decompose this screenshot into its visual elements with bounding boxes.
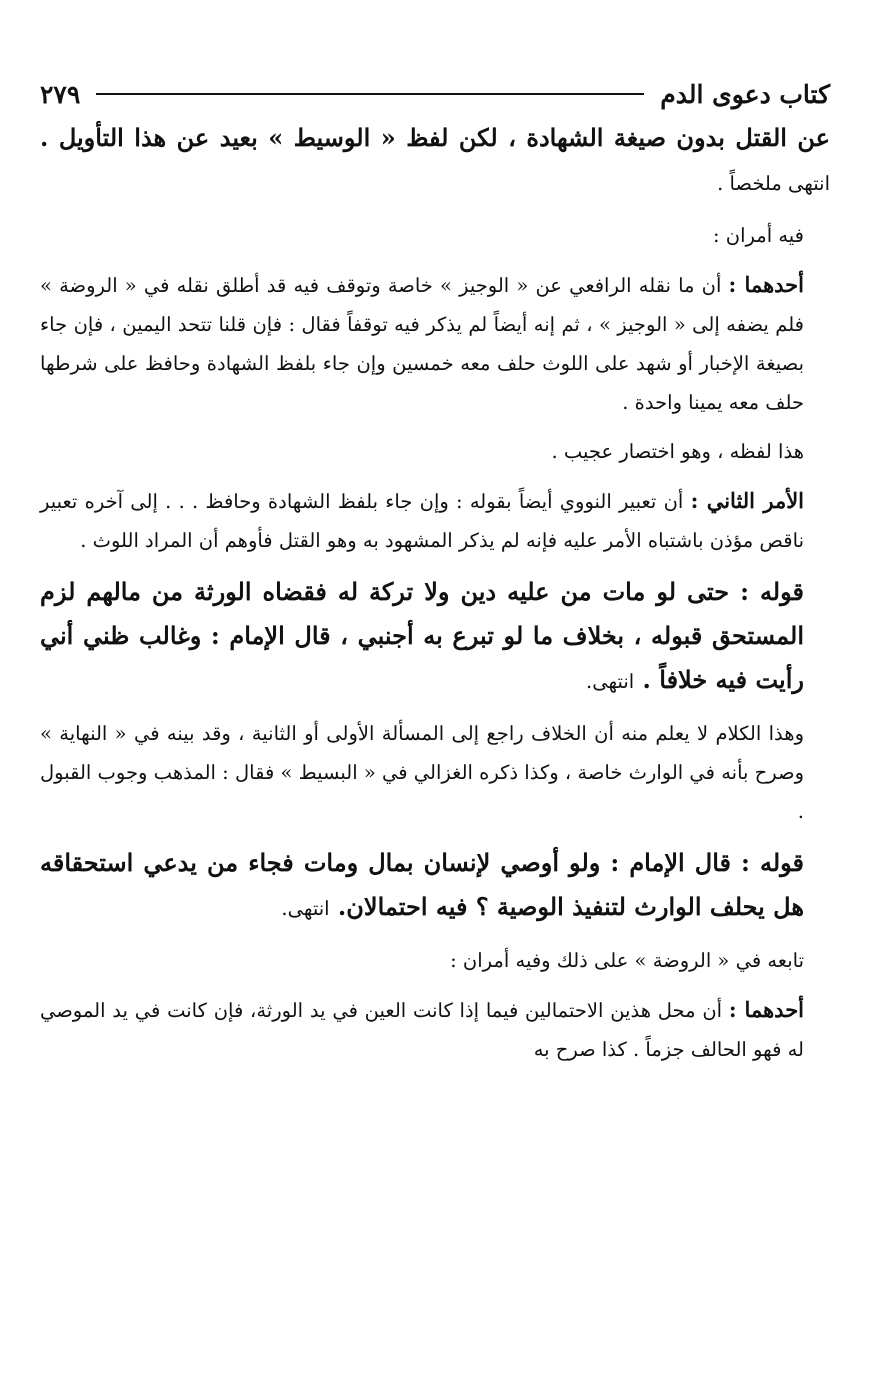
paragraph-9-text: تابعه في « الروضة » على ذلك وفيه أمران : — [450, 949, 804, 972]
paragraph-7-text: وهذا الكلام لا يعلم منه أن الخلاف راجع إلى المسألة الأولى أو الثانية ، وقد بينه في « النهاية » وصرح بأنه في الوارث خاصة ، وكذا ذكره الغزالي في « البسيط » فقال : المذهب وجوب القبول . — [40, 722, 804, 823]
paragraph-6-bold: قوله : حتى لو مات من عليه دين ولا تركة له فقضاه الورثة من مالهم لزم المستحق قبوله ، بخلاف ما لو تبرع به أجنبي ، قال الإمام : وغالب ظني أني رأيت فيه خلافاً . — [40, 577, 804, 694]
header-rule — [96, 93, 644, 95]
paragraph-5-text: أن تعبير النووي أيضاً بقوله : وإن جاء بلفظ الشهادة وحافظ . . . إلى آخره تعبير ناقص مؤذن باشتباه الأمر عليه فإنه لم يذكر المشهود به وهو القتل فأوهم أن المراد اللوث . — [40, 490, 804, 552]
paragraph-10-lead: أحدهما : — [728, 997, 805, 1022]
paragraph-8-bold: قوله : قال الإمام : ولو أوصي لإنسان بمال ومات فجاء من يدعي استحقاقه هل يحلف الوارث لتنفيذ الوصية ؟ فيه احتمالان. — [40, 848, 804, 921]
paragraph-4 — [40, 432, 830, 471]
paragraph-1-tail: انتهى ملخصاً . — [717, 172, 830, 195]
paragraph-10 — [40, 990, 830, 1069]
paragraph-1-bold: عن القتل بدون صيغة الشهادة ، لكن لفظ « الوسيط » بعيد عن هذا التأويل . — [40, 123, 830, 152]
page-number: ٢٧٩ — [40, 79, 81, 109]
paragraph-5 — [40, 481, 830, 560]
paragraph-3-text: أن ما نقله الرافعي عن « الوجيز » خاصة وتوقف فيه قد أطلق نقله في « الروضة » فلم يضفه إلى « الوجيز » ، ثم إنه أيضاً لم يذكر فيه توقفاً فقال : فإن قلنا تتحد اليمين ، فإن جاء بصيغة الإخبار أو شهد على اللوث حلف معه خمسين وإن جاء بلفظ الشهادة وحافظ على شرطها حلف معه يمينا واحدة . — [40, 274, 804, 414]
paragraph-6 — [40, 570, 830, 704]
paragraph-2-text: فيه أمران : — [713, 224, 804, 247]
paragraph-4-text: هذا لفظه ، وهو اختصار عجيب . — [551, 440, 804, 463]
paragraph-3 — [40, 265, 830, 422]
running-header — [40, 72, 830, 116]
paragraph-8 — [40, 841, 830, 931]
paragraph-2 — [40, 216, 830, 255]
document-page — [40, 72, 830, 1069]
paragraph-6-tail: انتهى. — [586, 670, 635, 693]
paragraph-3-lead: أحدهما : — [728, 272, 804, 297]
paragraph-9 — [40, 941, 830, 980]
paragraph-7 — [40, 714, 830, 831]
paragraph-8-tail: انتهى. — [281, 897, 330, 920]
paragraph-10-text: أن محل هذين الاحتمالين فيما إذا كانت العين في يد الورثة، فإن كانت في يد الموصي له فهو الحالف جزماً . كذا صرح به — [40, 999, 804, 1061]
header-title: كتاب دعوى الدم — [660, 79, 830, 109]
paragraph-5-lead: الأمر الثاني : — [690, 488, 805, 513]
paragraph-1 — [40, 116, 830, 206]
